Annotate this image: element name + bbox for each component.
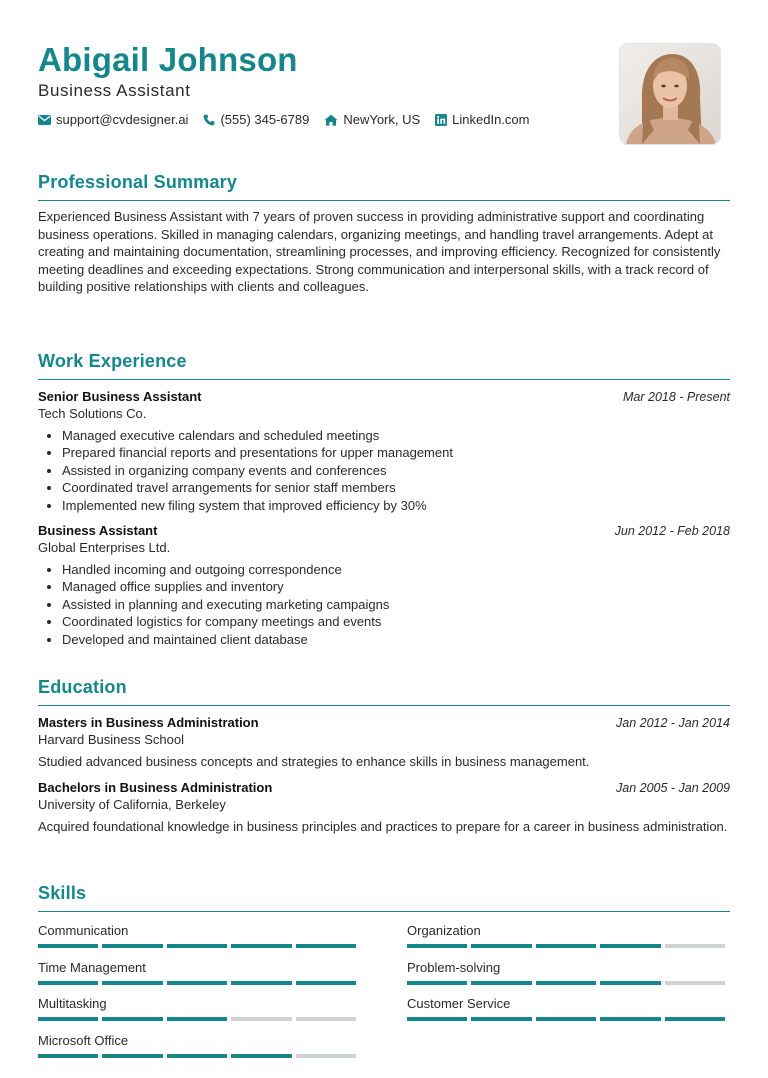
home-icon: [324, 114, 338, 126]
school-name: Harvard Business School: [38, 732, 184, 747]
job-bullet: • Managed executive calendars and scheduled meetings: [62, 427, 730, 444]
candidate-title: Business Assistant: [38, 81, 191, 100]
skill-name: Time Management: [38, 960, 146, 975]
candidate-name: Abigail Johnson: [38, 41, 298, 78]
section-divider: [38, 705, 730, 706]
skill-segment-filled: [471, 944, 531, 948]
resume-header: [38, 40, 598, 127]
job-dates: Mar 2018 - Present: [623, 390, 730, 404]
degree-name: Masters in Business Administration: [38, 715, 259, 730]
skill-name: Organization: [407, 923, 481, 938]
skill-segment-empty: [296, 1054, 356, 1058]
contact-email[interactable]: [38, 112, 188, 127]
degree-name: Bachelors in Business Administration: [38, 779, 273, 795]
contact-email-text: support@cvdesigner.ai: [56, 112, 189, 127]
skill-segment-filled: [167, 981, 227, 985]
job-bullets: [38, 427, 730, 514]
education-section: [38, 676, 730, 835]
skill-segment-filled: [536, 944, 596, 948]
skill-level-bar: [38, 1054, 360, 1058]
education-dates: Jan 2012 - Jan 2014: [616, 716, 730, 730]
skill-level-bar: [407, 1017, 729, 1021]
job-entry: [38, 522, 730, 648]
experience-heading: Work Experience: [38, 351, 187, 371]
skill-item: [38, 959, 360, 985]
contact-linkedin-text: LinkedIn.com: [452, 112, 530, 127]
skill-segment-filled: [167, 944, 227, 948]
education-description: Studied advanced business concepts and strategies to enhance skills in business management.: [38, 754, 590, 769]
skill-segment-filled: [38, 1054, 98, 1058]
section-divider: [38, 911, 730, 912]
skill-segment-empty: [665, 944, 725, 948]
skill-segment-filled: [407, 944, 467, 948]
contact-phone-text: (555) 345-6789: [220, 112, 310, 127]
summary-heading: Professional Summary: [38, 172, 238, 192]
job-bullet: • Developed and maintained client database: [62, 631, 730, 648]
skill-item: [38, 922, 360, 948]
job-role: Business Assistant: [38, 523, 158, 539]
envelope-icon: [38, 115, 51, 125]
skill-segment-filled: [102, 1017, 162, 1021]
skill-segment-filled: [38, 981, 98, 985]
skill-segment-filled: [296, 944, 356, 948]
skill-segment-filled: [600, 944, 660, 948]
skill-name: Customer Service: [407, 996, 511, 1011]
job-company: Tech Solutions Co.: [38, 406, 147, 421]
skill-segment-filled: [231, 944, 291, 948]
summary-text: Experienced Business Assistant with 7 years of proven success in providing administrative support and coordinating business operations. Skilled in managing calendars, organizing meetings, and handling travel arrangements. Adept at creating and maintaining documentation, streamlining processes, and improving efficiency. Recognized for consistently meeting deadlines and exceeding expectations. Strong communication and interpersonal skills, with a track record of building positive relationships with clients and colleagues.: [38, 209, 721, 295]
skill-segment-filled: [471, 1017, 531, 1021]
job-bullet: • Managed office supplies and inventory: [62, 578, 730, 595]
skill-item: [407, 922, 729, 948]
skill-segment-filled: [38, 1017, 98, 1021]
section-divider: [38, 200, 730, 201]
school-name: University of California, Berkeley: [38, 796, 226, 812]
skill-name: Communication: [38, 923, 129, 938]
job-bullet: • Assisted in organizing company events and conferences: [62, 462, 730, 479]
job-bullet: • Prepared financial reports and presentations for upper management: [62, 444, 730, 461]
skill-segment-filled: [167, 1017, 227, 1021]
skill-item: [38, 1032, 360, 1058]
skill-segment-filled: [407, 981, 467, 985]
job-bullet: • Coordinated logistics for company meetings and events: [62, 613, 730, 630]
contact-location-text: NewYork, US: [343, 112, 421, 127]
skill-segment-filled: [296, 981, 356, 985]
skill-segment-filled: [38, 944, 98, 948]
job-dates: Jun 2012 - Feb 2018: [614, 524, 730, 539]
skill-level-bar: [407, 981, 729, 985]
contact-linkedin[interactable]: [435, 112, 529, 127]
skill-name: Multitasking: [38, 996, 107, 1011]
education-entry: [38, 714, 730, 771]
skill-segment-filled: [536, 981, 596, 985]
experience-section: [38, 350, 730, 648]
phone-icon: [203, 114, 215, 126]
skills-section: [38, 882, 730, 1072]
section-divider: [38, 379, 730, 380]
contact-row: [38, 112, 598, 127]
skill-item: [407, 959, 729, 985]
skill-level-bar: [38, 1017, 360, 1021]
contact-location: [324, 112, 420, 127]
skill-segment-filled: [102, 981, 162, 985]
skill-segment-filled: [167, 1054, 227, 1058]
skill-segment-filled: [600, 1017, 660, 1021]
job-role: Senior Business Assistant: [38, 389, 202, 404]
skills-heading: Skills: [38, 883, 87, 903]
skill-segment-filled: [471, 981, 531, 985]
skill-name: Microsoft Office: [38, 1033, 129, 1048]
skill-level-bar: [38, 944, 360, 948]
job-bullets: [38, 561, 730, 648]
job-entry: [38, 388, 730, 514]
education-entry: [38, 779, 730, 836]
skill-segment-filled: [231, 1054, 291, 1058]
skill-item: [38, 995, 360, 1021]
skill-segment-filled: [407, 1017, 467, 1021]
skill-segment-empty: [665, 981, 725, 985]
job-bullet: • Coordinated travel arrangements for senior staff members: [62, 479, 730, 496]
job-bullet: • Handled incoming and outgoing correspondence: [62, 561, 730, 578]
skill-level-bar: [407, 944, 729, 948]
skill-segment-filled: [536, 1017, 596, 1021]
education-heading: Education: [38, 677, 127, 697]
skill-segment-empty: [296, 1017, 356, 1021]
summary-section: [38, 171, 730, 296]
skill-segment-filled: [102, 1054, 162, 1058]
skill-level-bar: [38, 981, 360, 985]
skill-segment-empty: [231, 1017, 291, 1021]
skill-segment-filled: [665, 1017, 725, 1021]
education-dates: Jan 2005 - Jan 2009: [616, 780, 730, 795]
job-bullet: • Assisted in planning and executing marketing campaigns: [62, 596, 730, 613]
job-company: Global Enterprises Ltd.: [38, 540, 171, 556]
skill-segment-filled: [600, 981, 660, 985]
skills-grid: [38, 922, 730, 1072]
profile-photo: [619, 43, 721, 145]
linkedin-icon: [435, 114, 447, 126]
skill-name: Problem-solving: [407, 960, 501, 975]
skill-segment-filled: [231, 981, 291, 985]
contact-phone[interactable]: [203, 112, 309, 127]
skill-segment-filled: [102, 944, 162, 948]
job-bullet: • Implemented new filing system that improved efficiency by 30%: [62, 497, 730, 514]
education-description: Acquired foundational knowledge in business principles and practices to prepare for a career in business administration.: [38, 818, 728, 834]
skill-item: [407, 995, 729, 1021]
